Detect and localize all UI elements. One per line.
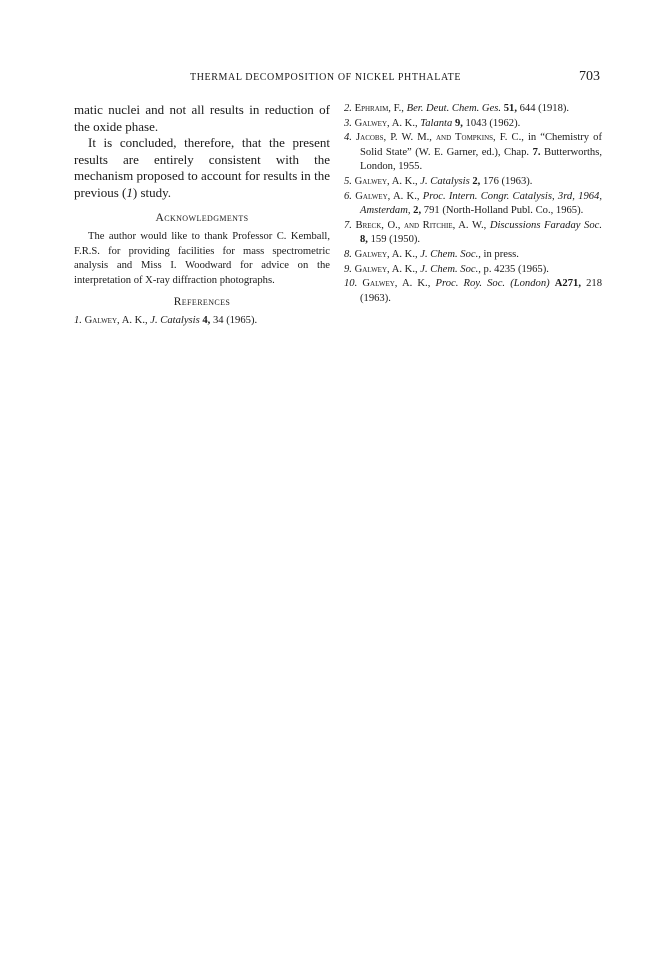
ref-journal: J. Catalysis [420,175,470,187]
ref-book: in “Chemistry of Solid State” (W. E. Garner, ed.), Chap. [360,132,602,158]
right-column [344,102,602,306]
ref-number: 10. [344,278,358,290]
ref-author: Breck, O., and Ritchie, A. W., [355,219,487,231]
ref-volume: 2, [413,205,422,217]
ref-journal: J. Catalysis [150,315,200,327]
ref-volume: 51, [503,103,517,114]
conclusion-end: ) study. [132,184,172,200]
left-column [74,102,330,329]
running-header [0,69,672,88]
reference-7 [344,219,602,248]
ref-pages: 159 (1950). [370,234,421,246]
ref-author: Galwey, A. K., [354,117,418,129]
ref-number: 8. [344,248,352,260]
reference-9 [344,263,602,278]
ref-volume: 8, [360,234,368,246]
citation-1: 1 [126,184,133,200]
ref-volume: 9, [454,117,463,129]
ref-author: Ephraim, F., [354,103,404,114]
ref-number: 5. [344,175,352,187]
ref-journal: J. Chem. Soc., [420,263,481,275]
acknowledgments-heading: Acknowledgments [155,212,249,224]
ref-author: Jacobs, P. W. M., and Tompkins, F. C., [356,132,524,144]
reference-list-left [74,314,330,329]
ref-number: 3. [344,117,352,129]
reference-6 [344,190,602,219]
reference-4 [344,131,602,175]
references-heading: References [173,296,231,309]
ref-pages: 34 (1965). [212,315,258,327]
conclusion-text: It is concluded, therefore, that the present results are entirely consistent with the mechanism proposed to account for results in the previous ( [74,135,330,200]
paragraph-continuation: matic nuclei and not all results in reduction of the oxide phase. [74,102,330,134]
reference-1 [74,314,330,329]
ref-journal: Proc. Roy. Soc. (London) [435,278,550,290]
reference-list-right [344,102,602,306]
ref-author: Galwey, A. K., [355,190,420,202]
ref-journal: J. Chem. Soc., [420,248,481,260]
reference-10 [344,277,602,306]
ref-author: Galwey, A. K., [354,175,418,187]
reference-8 [344,248,602,263]
ref-author: Galwey, A. K., [84,315,148,327]
ref-pages: 644 (1918). [519,103,570,114]
paragraph-conclusion [74,135,330,201]
running-title: THERMAL DECOMPOSITION OF NICKEL PHTHALATE [190,72,462,83]
ref-number: 2. [344,103,352,114]
ref-pages: 176 (1963). [482,175,533,187]
ref-number: 6. [344,190,352,202]
ref-number: 1. [74,315,82,327]
page-number: 703 [579,69,600,84]
ref-pages: 218 (1963). [360,278,603,304]
ref-number: 9. [344,263,352,275]
ref-volume: A271, [554,278,581,290]
ref-pages: 791 (North-Holland Publ. Co., 1965). [423,205,584,217]
ref-journal: Discussions Faraday Soc. [489,219,602,231]
ref-number: 4. [344,132,352,144]
ref-author: Galwey, A. K., [354,263,418,275]
ref-number: 7. [344,219,352,231]
reference-3 [344,117,602,132]
ref-publisher: Butterworths, London, 1955. [360,146,602,173]
ref-journal: Talanta [420,117,453,129]
ref-volume: 4, [202,315,211,327]
ref-pages: 1043 (1962). [465,117,521,129]
ref-journal: Proc. Intern. Congr. Catalysis, 3rd, 1964, Amsterdam, [360,190,602,217]
reference-5 [344,175,602,190]
ref-author: Galwey, A. K., [354,248,418,260]
ref-volume: 2, [472,175,481,187]
ref-volume: 7. [532,146,541,158]
ref-journal: Ber. Deut. Chem. Ges. [406,103,502,114]
reference-2 [344,102,602,117]
ref-author: Galwey, A. K., [362,278,431,290]
acknowledgments-text: The author would like to thank Professor C. Kemball, F.R.S. for providing facilities for mass spectrometric analysis and Miss I. Woodward for advice on the interpretation of X-ray diffraction photographs. [74,231,330,286]
ref-status: in press. [483,248,519,260]
ref-pages: p. 4235 (1965). [483,263,549,275]
